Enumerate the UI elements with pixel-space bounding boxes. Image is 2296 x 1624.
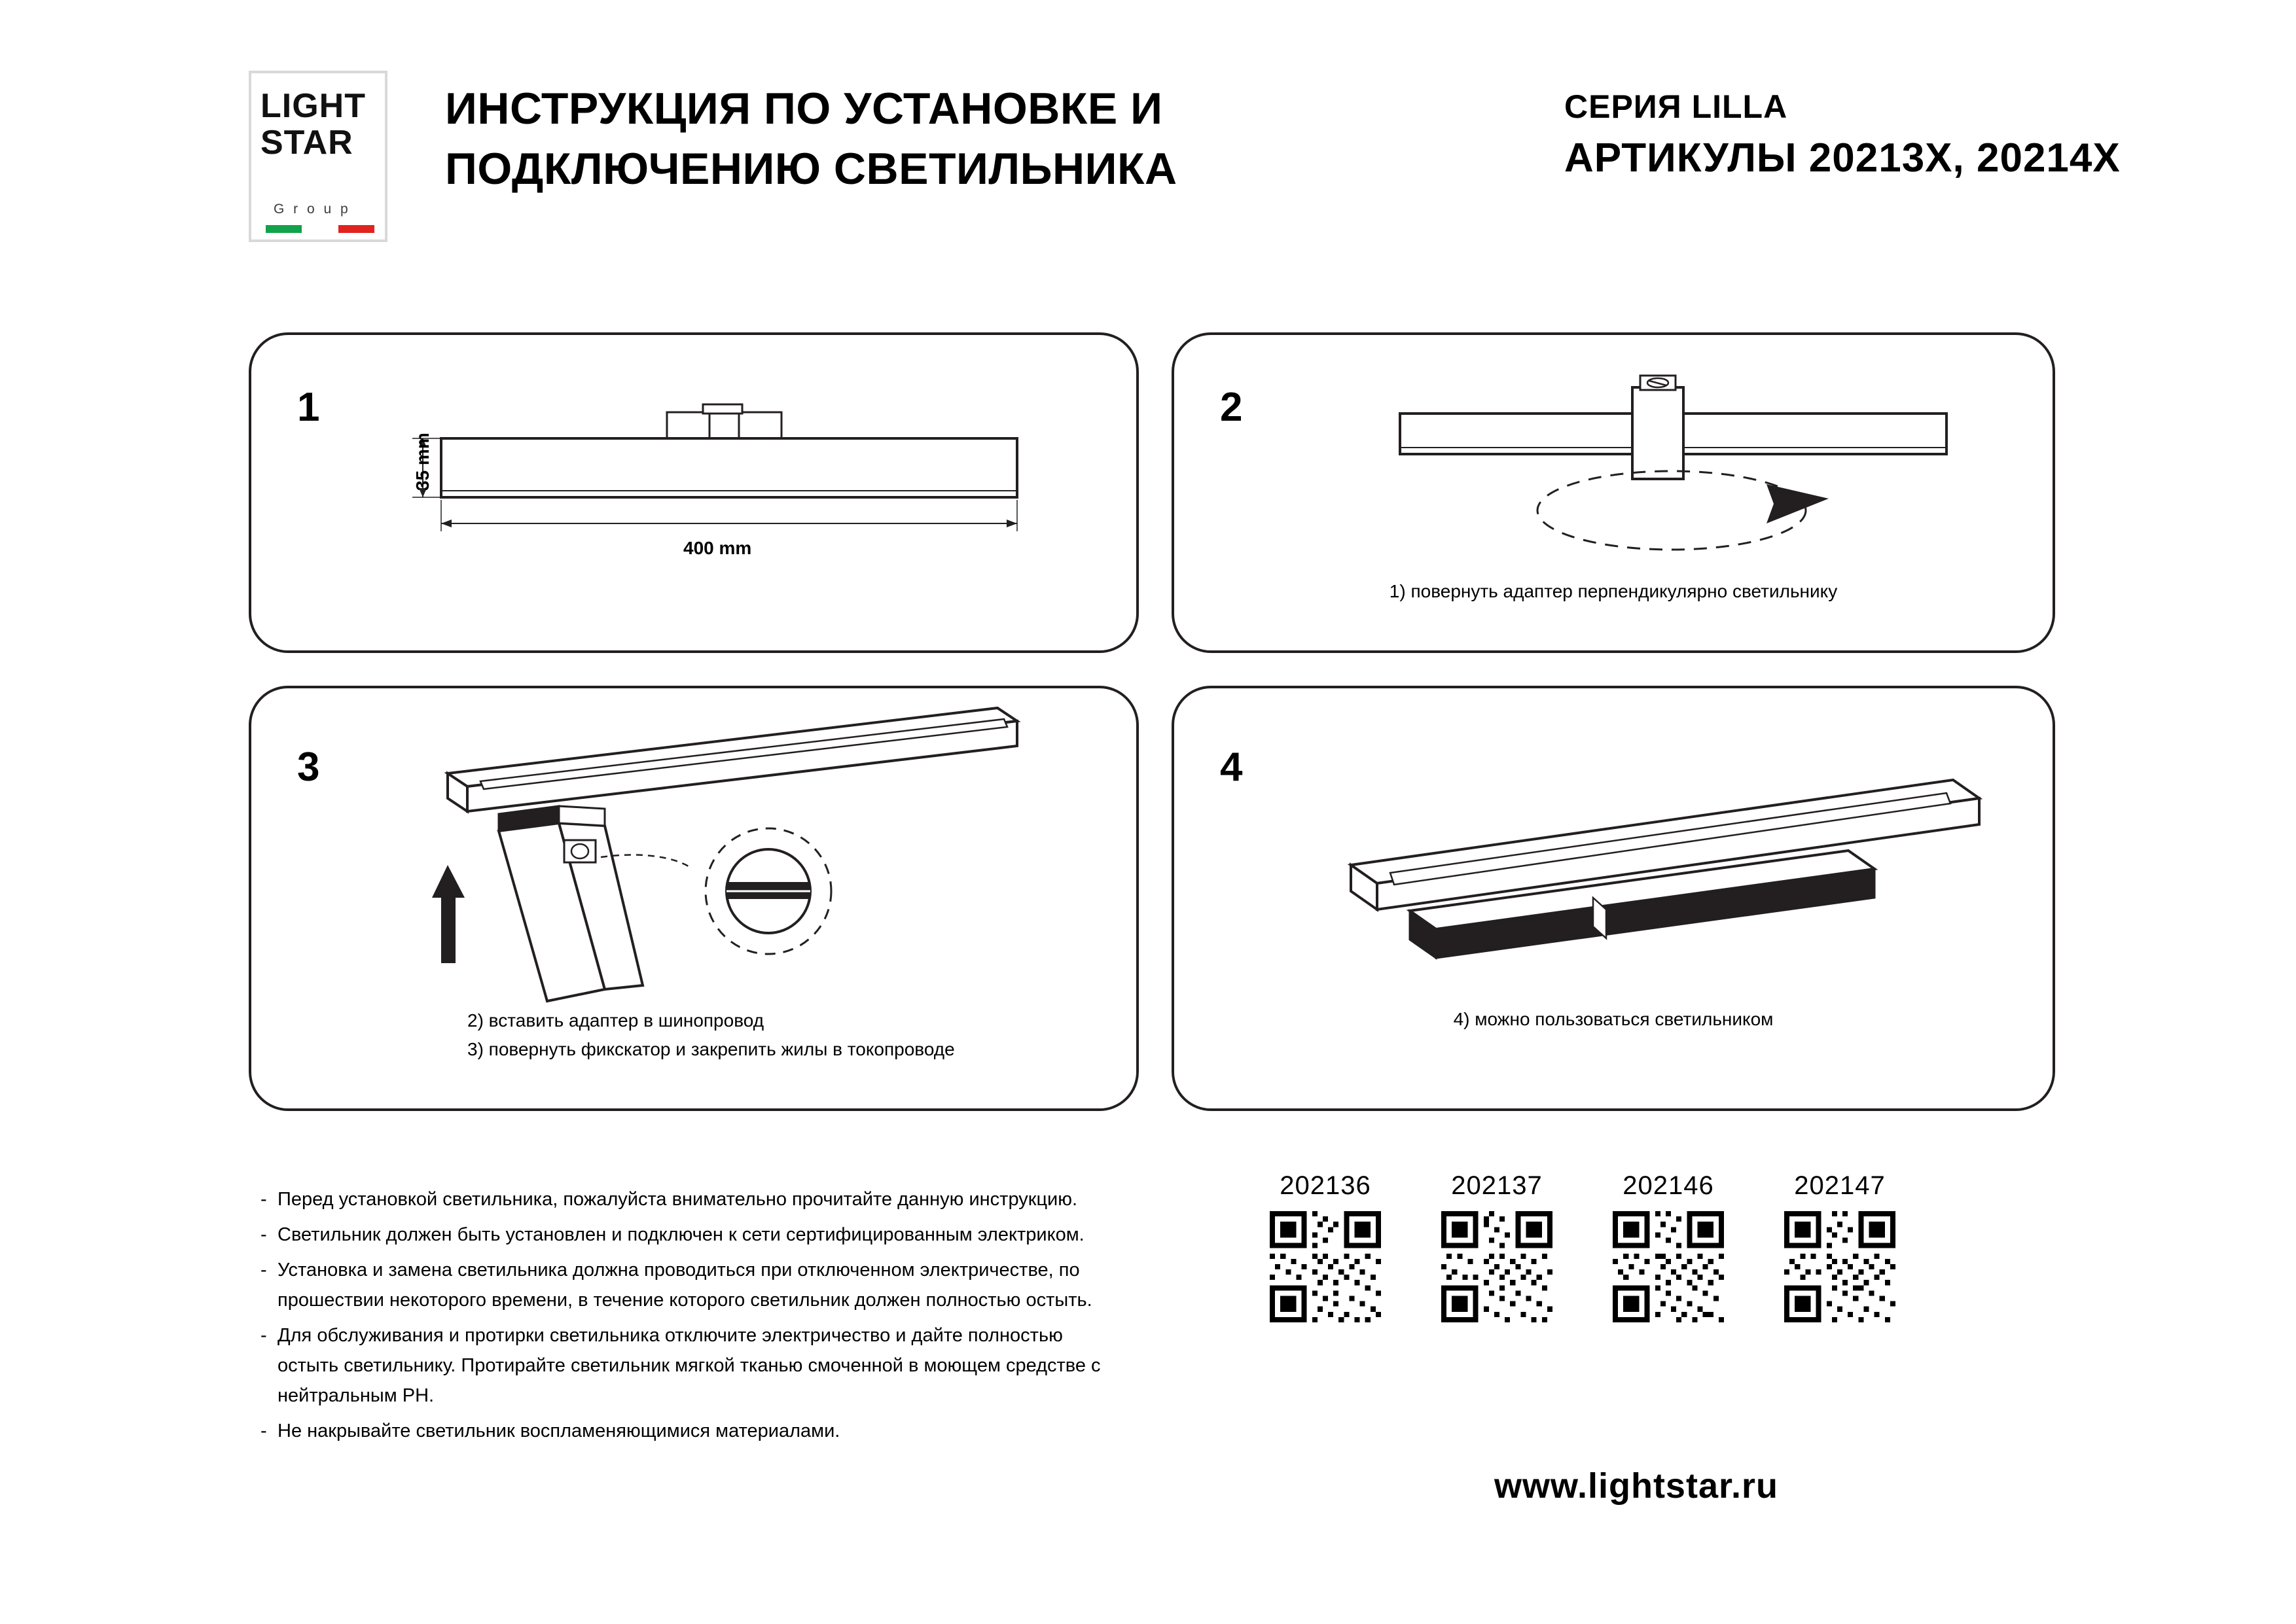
bullet-dash-icon: - <box>260 1421 267 1441</box>
qr-code-image[interactable] <box>1270 1211 1381 1322</box>
qr-code-label: 202146 <box>1623 1171 1714 1200</box>
logo-line-1: LIGHT <box>260 87 366 125</box>
italian-flag-icon <box>266 225 374 233</box>
bullet-dash-icon: - <box>260 1224 267 1245</box>
step-3-caption-line-2: 3) повернуть фикскатор и закрепить жилы в токопроводе <box>467 1039 955 1059</box>
bullet-dash-icon: - <box>260 1260 267 1280</box>
logo <box>249 71 387 242</box>
step-1-diagram <box>251 335 1141 656</box>
list-item <box>260 1220 1111 1250</box>
logo-subtitle: G r o u p <box>274 202 351 217</box>
articles-label: АРТИКУЛЫ 20213Х, 20214Х <box>1564 135 2121 181</box>
dimension-width-label: 400 mm <box>683 538 752 558</box>
list-item <box>260 1320 1111 1411</box>
list-item <box>260 1416 1111 1446</box>
step-4-caption: 4) можно пользоваться светильником <box>1453 1009 1774 1029</box>
qr-item-3[interactable] <box>1587 1171 1750 1322</box>
step-3-caption <box>467 1006 1109 1064</box>
note-text: Для обслуживания и протирки светильника отключите электричество и дайте полностью остыть светильнику. Протирайте светильник мягкой тканью смоченной в моющем средстве с нейтральным РН. <box>278 1325 1101 1406</box>
qr-item-2[interactable] <box>1415 1171 1579 1322</box>
qr-code-image[interactable] <box>1441 1211 1552 1322</box>
qr-code-label: 202136 <box>1280 1171 1371 1200</box>
qr-item-1[interactable] <box>1244 1171 1407 1322</box>
step-number-2: 2 <box>1220 385 1243 430</box>
series-label: СЕРИЯ LILLA <box>1564 88 1788 125</box>
notes-list <box>260 1184 1111 1451</box>
list-item <box>260 1184 1111 1214</box>
website-link[interactable]: www.lightstar.ru <box>1494 1466 1779 1506</box>
step-panel-3 <box>249 686 1139 1111</box>
note-text: Светильник должен быть установлен и подключен к сети сертифицированным электриком. <box>278 1224 1085 1245</box>
note-text: Не накрывайте светильник воспламеняющимися материалами. <box>278 1421 840 1441</box>
qr-code-label: 202137 <box>1451 1171 1543 1200</box>
qr-code-group <box>1244 1171 2029 1446</box>
step-number-3: 3 <box>297 745 320 790</box>
qr-code-image[interactable] <box>1613 1211 1724 1322</box>
step-panel-1 <box>249 332 1139 653</box>
note-text: Перед установкой светильника, пожалуйста внимательно прочитайте данную инструкцию. <box>278 1189 1078 1210</box>
list-item <box>260 1255 1111 1315</box>
step-2-caption: 1) повернуть адаптер перпендикулярно светильнику <box>1389 581 1838 601</box>
step-number-4: 4 <box>1220 745 1243 790</box>
bullet-dash-icon: - <box>260 1325 267 1346</box>
header <box>249 65 2121 229</box>
note-text: Установка и замена светильника должна проводиться при отключенном электричестве, по прошествии некоторого времени, в течение которого светильник должен полностью остыть. <box>278 1260 1092 1311</box>
qr-item-4[interactable] <box>1758 1171 1922 1322</box>
logo-line-2: STAR <box>260 124 353 162</box>
qr-code-image[interactable] <box>1784 1211 1895 1322</box>
logo-wordmark <box>260 88 382 161</box>
dimension-height-label: 35 mm <box>412 432 433 491</box>
bullet-dash-icon: - <box>260 1189 267 1210</box>
step-number-1: 1 <box>297 385 320 430</box>
step-panel-2 <box>1172 332 2055 653</box>
qr-code-label: 202147 <box>1794 1171 1886 1200</box>
step-panel-4 <box>1172 686 2055 1111</box>
page-title: ИНСТРУКЦИЯ ПО УСТАНОВКЕ И ПОДКЛЮЧЕНИЮ СВЕТИЛЬНИКА <box>445 84 1177 194</box>
product-info <box>1564 82 2219 186</box>
step-3-caption-line-1: 2) вставить адаптер в шинопровод <box>467 1010 764 1031</box>
